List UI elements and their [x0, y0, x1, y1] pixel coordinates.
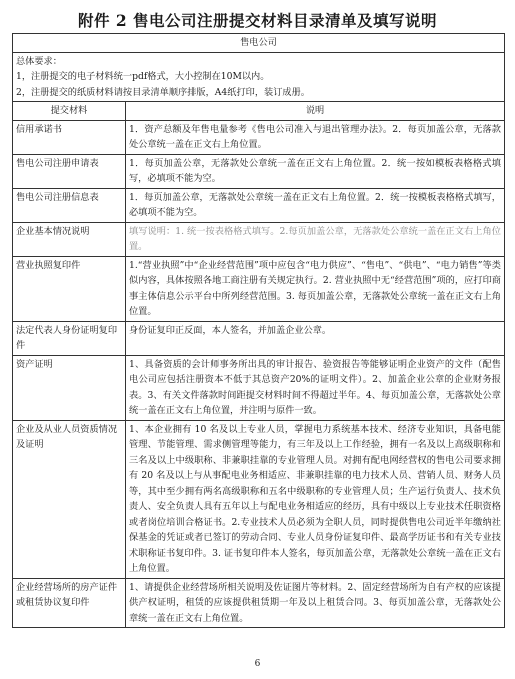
company-header-row — [13, 34, 505, 53]
material-description: 1.“营业执照”中“企业经营范围”项中应包含“电力供应”、“售电”、“供电”、“电力销售”等类似内容，具体按照各地工商注册有关规定执行。2. 营业执照中无“经营范围”项的，应打印商事主体信息公示平台中所列经营范围。3. 每页加盖公章，无落款处公章统一盖在正文右上角位置。 — [126, 256, 505, 321]
material-description: 1、本企业拥有 10 名及以上专业人员，掌握电力系统基本技术、经济专业知识，具备电能管理、节能管理、需求侧管理等能力，有三年及以上工作经验，拥有一名及以上高级职称和三名及以上中级职称、非兼职挂靠的专业管理人员。对拥有配电网经营权的售电公司要求拥有 20 名及以上与从事配电业务相适应、非兼职挂靠的电力技术人员、营销人员、财务人员等，其中至少拥有两名高级职称和五名中级职称的专业管理人员；生产运行负责人、技术负责人、安全负责人具有五年以上与配电业务相适应的经历，具有中级以上专业技术任职资格或者岗位培训合格证书。2.专业技术人员必须为全职人员，同时提供售电公司近半年缴纳社保基金的凭证或者已签订的劳动合同、专业人员身份证复印件、最高学历证书和有关专业技术职称证书复印件。3. 证书复印件本人签名，每页加盖公章，无落款处公章统一盖在正文右上角位置。 — [126, 420, 505, 578]
page-title: 附件 2 售电公司注册提交材料目录清单及填写说明 — [77, 11, 438, 30]
company-header: 售电公司 — [13, 34, 505, 53]
material-name: 信用承诺书 — [13, 120, 126, 154]
column-header-description: 说明 — [126, 102, 505, 121]
materials-table — [12, 33, 505, 628]
material-name: 营业执照复印件 — [13, 256, 126, 321]
table-row — [13, 256, 505, 321]
table-row — [13, 355, 505, 420]
material-description: 1．资产总额及年售电量参考《售电公司准入与退出管理办法》。2．每页加盖公章，无落款处公章统一盖在正文右上角位置。 — [126, 120, 505, 154]
material-description: 身份证复印正反面，本人签名，并加盖企业公章。 — [126, 321, 505, 355]
table-row — [13, 120, 505, 154]
column-header-row — [13, 102, 505, 121]
material-name: 资产证明 — [13, 355, 126, 420]
table-row — [13, 222, 505, 256]
table-row — [13, 188, 505, 222]
requirement-item: 2，注册提交的纸质材料请按目录清单顺序排版，A4纸打印，装订成册。 — [16, 86, 310, 98]
material-description: 填写说明：1. 统一按表格格式填写。2.每页加盖公章，无落款处公章统一盖在正文右上角位置。 — [126, 222, 505, 256]
material-name: 售电公司注册信息表 — [13, 188, 126, 222]
material-name: 企业及从业人员资质情况及证明 — [13, 420, 126, 578]
material-description: 1．每页加盖公章，无落款处公章统一盖在正文右上角位置。2．统一按模板表格格式填写，必填项不能为空。 — [126, 188, 505, 222]
column-header-material: 提交材料 — [13, 102, 126, 121]
material-description: 1、具备资质的会计师事务所出具的审计报告、验资报告等能够证明企业资产的文件（配售电公司应包括注册资本不低于其总资产20%的证明文件）。2、加盖企业公章的企业财务报表。3、有关文件落款时间距提交材料时间不得超过半年。4、每页加盖公章，无落款处公章统一盖在正文右上角位置，并注明与原件一致。 — [126, 355, 505, 420]
material-name: 法定代表人身份证明复印件 — [13, 321, 126, 355]
table-row — [13, 578, 505, 628]
material-name: 售电公司注册申请表 — [13, 154, 126, 188]
requirement-item: 1，注册提交的电子材料统一pdf格式，大小控制在10M以内。 — [16, 71, 270, 82]
material-name: 企业基本情况说明 — [13, 222, 126, 256]
material-description: 1、请提供企业经营场所相关说明及佐证图片等材料。2、固定经营场所为自有产权的应该提供产权证明，租赁的应该提供租赁期一年及以上租赁合同。3、每页加盖公章，无落款处公章统一盖在正文右上角位置。 — [126, 578, 505, 628]
material-name: 企业经营场所的房产证件或租赁协议复印件 — [13, 578, 126, 628]
requirements-heading: 总体要求： — [16, 55, 62, 67]
table-row — [13, 154, 505, 188]
general-requirements — [13, 52, 505, 102]
page-number: 6 — [254, 659, 261, 669]
table-row — [13, 420, 505, 578]
requirements-row — [13, 52, 505, 102]
material-description: 1．每页加盖公章，无落款处公章统一盖在正文右上角位置。2．统一按如模板表格格式填写，必填项不能为空。 — [126, 154, 505, 188]
table-row — [13, 321, 505, 355]
